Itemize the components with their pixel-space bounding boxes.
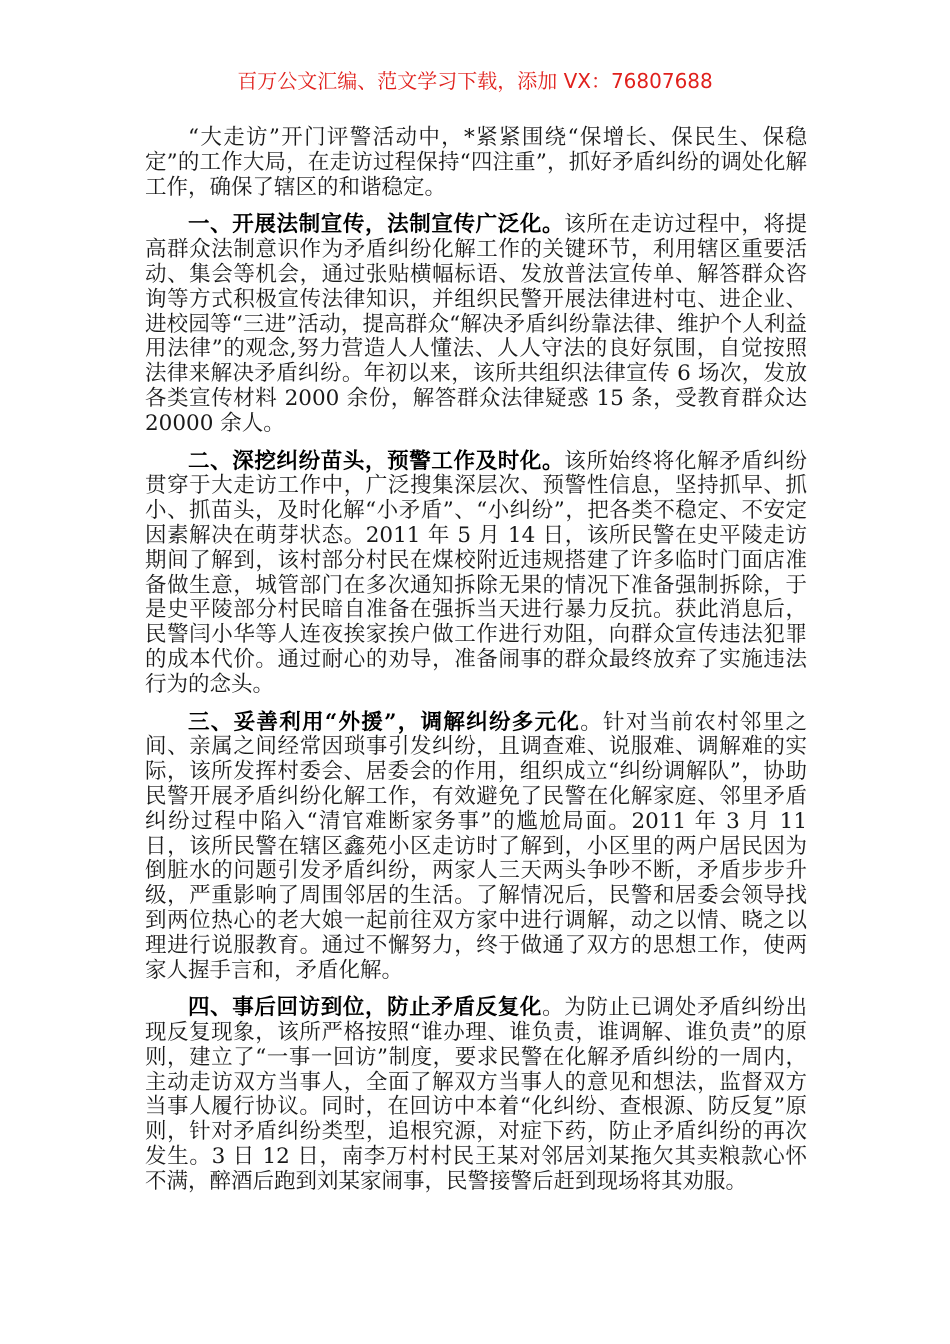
section-heading: 四、事后回访到位，防止矛盾反复化 [188, 995, 543, 1021]
paragraph-text: “大走访”开门评警活动中，*紧紧围绕“保增长、保民生、保稳定”的工作大局，在走访过程保持“四注重”，抓好矛盾纠纷的调处化解工作，确保了辖区的和谐稳定。 [145, 125, 807, 200]
section-1-paragraph [145, 213, 807, 436]
section-heading: 一、开展法制宣传，法制宣传广泛化。 [188, 212, 565, 238]
paragraph-text: 。针对当前农村邻里之间、亲属之间经常因琐事引发纠纷，且调查难、说服难、调解难的实际，该所发挥村委会、居委会的作用，组织成立“纠纷调解队”，协助民警开展矛盾纠纷化解工作，有效避免了民警在化解家庭、邻里矛盾纠纷过程中陷入“清官难断家务事”的尴尬局面。2011 年 3 月 11 日，该所民警在辖区鑫苑小区走访时了解到，小区里的两户居民因为倒脏水的问题引发矛盾纠纷，两家人三天两头争吵不断，矛盾步步升级，严重影响了周围邻居的生活。了解情况后，民警和居委会领导找到两位热心的老大娘一起前往双方家中进行调解，动之以情、晓之以理进行说服教育。通过不懈努力，终于做通了双方的思想工作，使两家人握手言和，矛盾化解。 [145, 709, 807, 983]
section-3-paragraph [145, 711, 807, 984]
paragraph-text: 该所在走访过程中，将提高群众法制意识作为矛盾纠纷化解工作的关键环节，利用辖区重要活动、集会等机会，通过张贴横幅标语、发放普法宣传单、解答群众咨询等方式积极宣传法律知识，并组织民警开展法律进村屯、进企业、进校园等“三进”活动，提高群众“解决矛盾纠纷靠法律、维护个人利益用法律”的观念,努力营造人人懂法、人人守法的良好氛围，自觉按照法律来解决矛盾纠纷。年初以来，该所共组织法律宣传 6 场次，发放各类宣传材料 2000 余份，解答群众法律疑惑 15 条，受教育群众达 20000 余人。 [145, 212, 807, 436]
paragraph-text: 。为防止已调处矛盾纠纷出现反复现象，该所严格按照“谁办理、谁负责，谁调解、谁负责”的原则，建立了“一事一回访”制度，要求民警在化解矛盾纠纷的一周内，主动走访双方当事人，全面了解双方当事人的意见和想法，监督双方当事人履行协议。同时，在回访中本着“化纠纷、查根源、防反复”原则，针对矛盾纠纷类型，追根究源，对症下药，防止矛盾纠纷的再次发生。3 日 12 日，南李万村村民王某对邻居刘某拖欠其卖粮款心怀不满，醉酒后跑到刘某家闹事，民警接警后赶到现场将其劝服。 [145, 995, 807, 1194]
document-body [145, 126, 807, 1208]
section-2-paragraph [145, 450, 807, 698]
watermark-banner: 百万公文汇编、范文学习下载，添加 VX：76807688 [237, 69, 713, 93]
section-heading: 三、妥善利用“外援”，调解纠纷多元化 [188, 709, 581, 735]
section-4-paragraph [145, 996, 807, 1194]
paragraph-text: 该所始终将化解矛盾纠纷贯穿于大走访工作中，广泛搜集深层次、预警性信息，坚持抓早、抓小、抓苗头，及时化解“小矛盾”、“小纠纷”，把各类不稳定、不安定因素解决在萌芽状态。2011 年 5 月 14 日，该所民警在史平陵走访期间了解到，该村部分村民在煤校附近违规搭建了许多临时门面店准备做生意，城管部门在多次通知拆除无果的情况下准备强制拆除，于是史平陵部分村民暗自准备在强拆当天进行暴力反抗。获此消息后，民警闫小华等人连夜挨家挨户做工作进行劝阻，向群众宣传违法犯罪的成本代价。通过耐心的劝导，准备闹事的群众最终放弃了实施违法行为的念头。 [145, 448, 807, 697]
intro-paragraph [145, 126, 807, 200]
section-heading: 二、深挖纠纷苗头，预警工作及时化。 [188, 448, 565, 474]
